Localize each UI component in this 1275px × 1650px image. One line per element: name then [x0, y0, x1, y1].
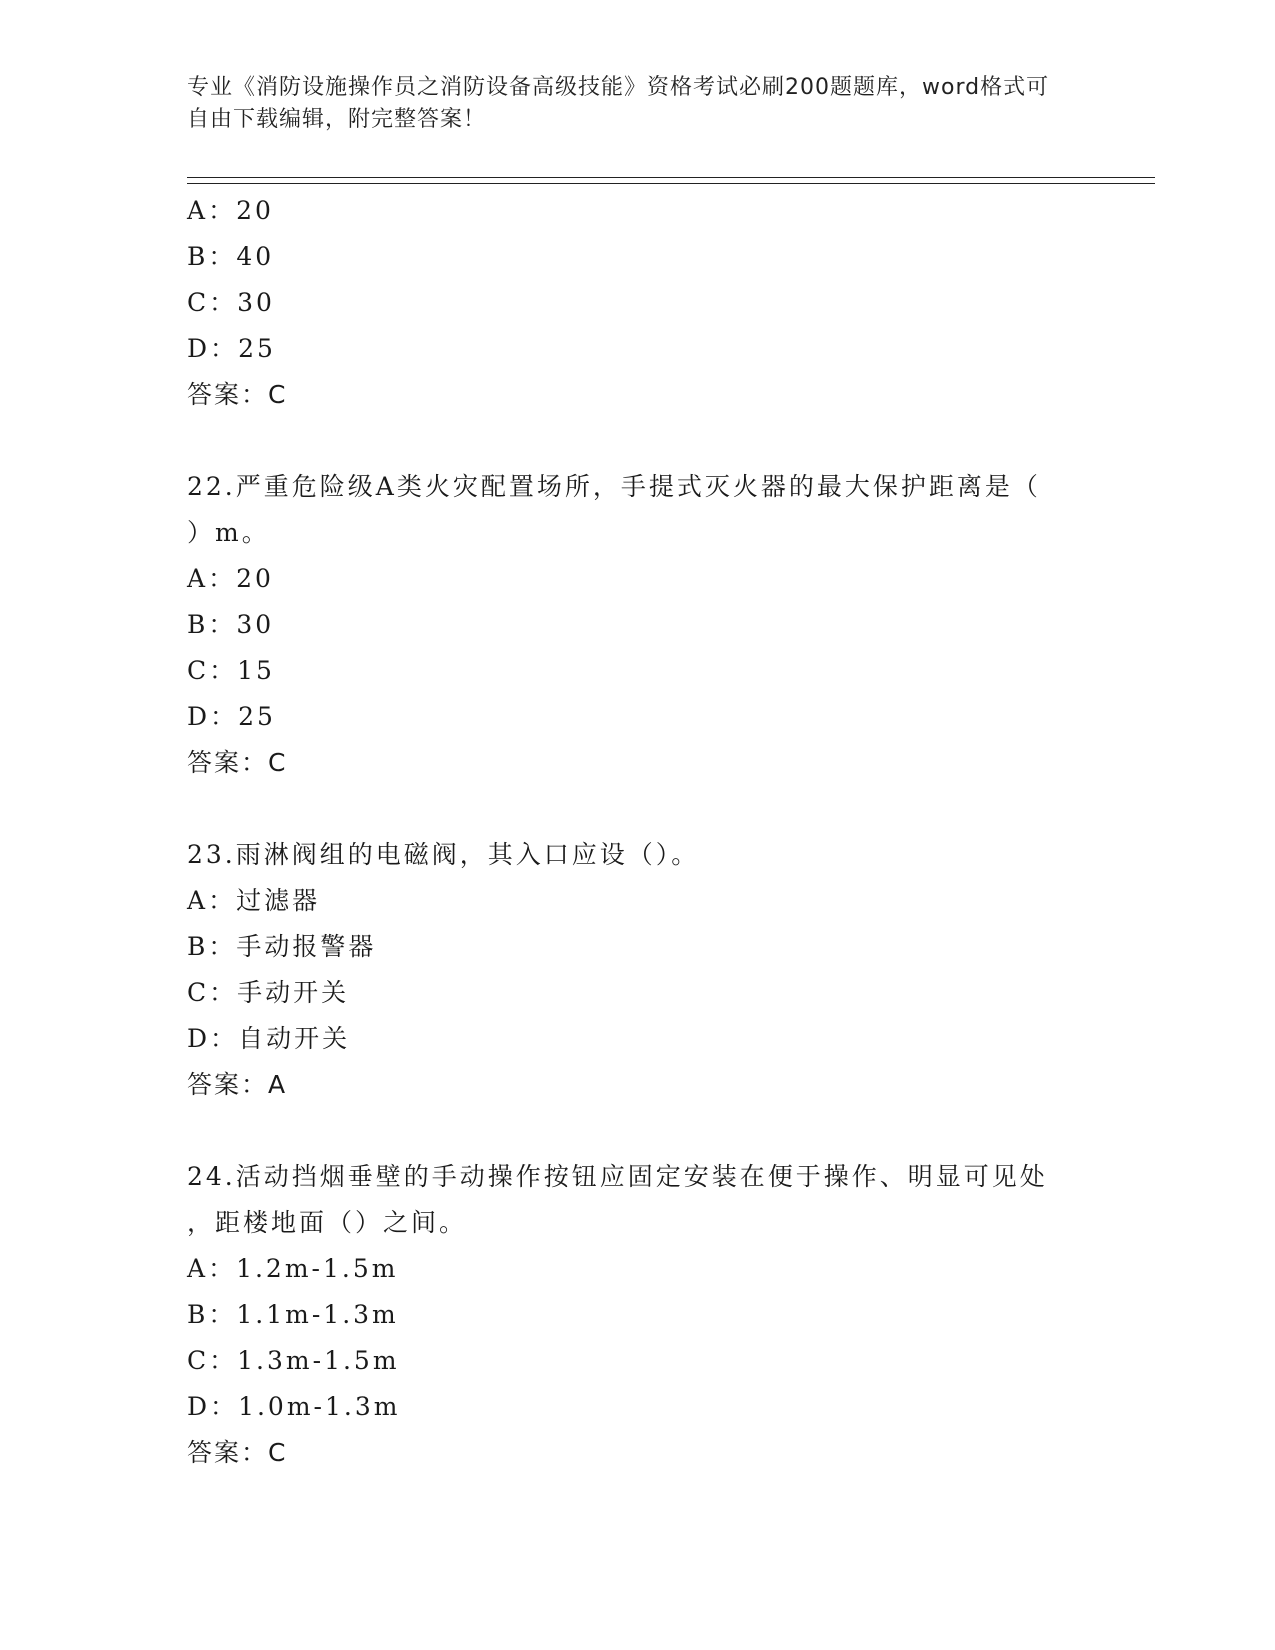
question-stem-continued: ，距楼地面（）之间。 — [187, 1208, 468, 1237]
question-stem-continued: ）m。 — [187, 518, 270, 547]
header-divider-bottom — [187, 183, 1155, 184]
document-header: 专业《消防设施操作员之消防设备高级技能》资格考试必刷200题题库，word格式可自由下载编辑，附完整答案！ — [187, 75, 1050, 132]
option-d: D：25 — [187, 334, 276, 363]
option-a: A：1.2m-1.5m — [187, 1254, 399, 1283]
option-c: C：手动开关 — [187, 978, 350, 1007]
option-c: C：30 — [187, 288, 275, 317]
answer-line: 答案：C — [187, 1438, 288, 1467]
option-a: A：20 — [187, 564, 274, 593]
option-c: C：15 — [187, 656, 275, 685]
question-stem: 23.雨淋阀组的电磁阀，其入口应设（）。 — [187, 840, 700, 869]
header-divider-top — [187, 177, 1155, 178]
question-22 — [187, 464, 1087, 786]
question-list — [187, 188, 1087, 1476]
option-b: B：40 — [187, 242, 275, 271]
question-stem: 24.活动挡烟垂壁的手动操作按钮应固定安装在便于操作、明显可见处 — [187, 1162, 1048, 1191]
answer-line: 答案：C — [187, 380, 288, 409]
option-a: A：20 — [187, 196, 274, 225]
question-21-tail — [187, 188, 1087, 418]
option-b: B：手动报警器 — [187, 932, 377, 961]
option-c: C：1.3m-1.5m — [187, 1346, 400, 1375]
question-24 — [187, 1154, 1087, 1476]
option-d: D：1.0m-1.3m — [187, 1392, 401, 1421]
option-a: A：过滤器 — [187, 886, 321, 915]
option-d: D：25 — [187, 702, 276, 731]
option-d: D：自动开关 — [187, 1024, 351, 1053]
option-b: B：30 — [187, 610, 275, 639]
option-b: B：1.1m-1.3m — [187, 1300, 399, 1329]
answer-line: 答案：A — [187, 1070, 288, 1099]
answer-line: 答案：C — [187, 748, 288, 777]
question-stem: 22.严重危险级A类火灾配置场所，手提式灭火器的最大保护距离是（ — [187, 472, 1041, 501]
question-23 — [187, 832, 1087, 1108]
